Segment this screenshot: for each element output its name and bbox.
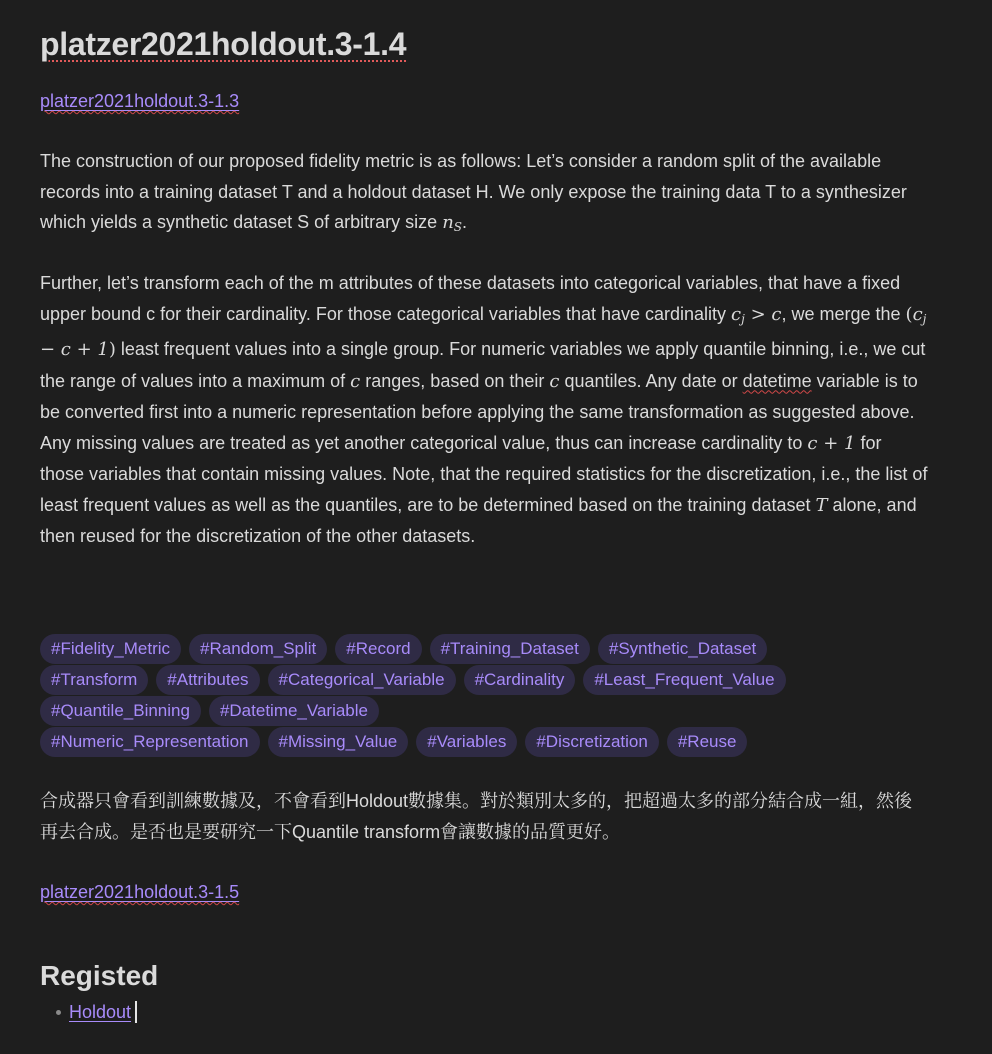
tag[interactable]: #Record xyxy=(335,634,421,664)
tag[interactable]: #Categorical_Variable xyxy=(268,665,456,695)
math-cj-gt-c: $c_j > c$ xyxy=(731,303,782,326)
tag[interactable]: #Missing_Value xyxy=(268,727,409,757)
misspelled-word[interactable]: datetime xyxy=(742,370,812,391)
bullet-dot-icon xyxy=(56,1010,61,1015)
tag[interactable]: #Random_Split xyxy=(189,634,327,664)
math-n-s: $n_S$ xyxy=(442,212,463,234)
tag[interactable]: #Reuse xyxy=(667,727,748,757)
tag[interactable]: #Synthetic_Dataset xyxy=(598,634,767,664)
tag[interactable]: #Quantile_Binning xyxy=(40,696,201,726)
tag[interactable]: #Attributes xyxy=(156,665,259,695)
tag[interactable]: #Numeric_Representation xyxy=(40,727,260,757)
tag[interactable]: #Least_Frequent_Value xyxy=(583,665,785,695)
next-note-link-text: platzer2021holdout.3-1.5 xyxy=(40,882,240,902)
bullet-list xyxy=(56,1000,137,1024)
tag-row xyxy=(40,727,940,757)
paragraph-transform: Further, let’s transform each of the m attributes of these datasets into categorical variables, that have a fixed upper bound c for their cardinality. For those categorical variables that have cardinality $c_j > c$, we merge the $(c_j - c + 1)$ least frequent values into a single group. For numeric variables we apply quantile binning, i.e., we cut the range of values into a maximum of c ranges, based on their c quantiles. Any date or datetime variable is to be converted first into a numeric representation before applying the same transformation as suggested above. Any missing values are treated as yet another categorical value, thus can increase cardinality to c + 1 for those variables that contain missing values. Note, that the required statistics for the discretization, i.e., the list of least frequent values as well as the quantiles, are to be determined based on the training dataset T alone, and then reused for the discretization of the other datasets. xyxy=(40,273,928,546)
math-t: T xyxy=(815,494,828,516)
tag[interactable]: #Training_Dataset xyxy=(430,634,590,664)
tag[interactable]: #Transform xyxy=(40,665,148,695)
tag[interactable]: #Discretization xyxy=(525,727,659,757)
math-c: c xyxy=(549,370,560,392)
tag[interactable]: #Variables xyxy=(416,727,517,757)
text-cursor xyxy=(135,1001,137,1023)
tag[interactable]: #Fidelity_Metric xyxy=(40,634,181,664)
tag[interactable]: #Datetime_Variable xyxy=(209,696,379,726)
math-c: c xyxy=(350,370,361,392)
section-heading: Registed xyxy=(40,960,159,991)
prev-note-link-text: platzer2021holdout.3-1.3 xyxy=(40,91,240,111)
note-title: platzer2021holdout.3-1.4 xyxy=(40,26,407,62)
paragraph-chinese-comment: 合成器只會看到訓練數據及，不會看到Holdout數據集。對於類別太多的，把超過太多的部分結合成一組，然後再去合成。是否也是要研究一下Quantile transform會讓數據的品質更好。 xyxy=(40,791,913,842)
math-c-plus-1: c + 1 xyxy=(807,432,856,454)
tag[interactable]: #Cardinality xyxy=(464,665,576,695)
tag-row xyxy=(40,634,940,664)
holdout-link[interactable]: Holdout xyxy=(69,1002,132,1022)
list-item xyxy=(56,1000,137,1024)
prev-note-link[interactable] xyxy=(40,89,239,113)
tag-list xyxy=(40,634,940,758)
tag-row xyxy=(40,696,940,726)
next-note-link[interactable] xyxy=(40,880,239,904)
tag-row xyxy=(40,665,940,695)
math-cj-minus-c-plus-1: $(c_j - c + 1)$ xyxy=(40,303,927,360)
paragraph-construction: The construction of our proposed fidelity metric is as follows: Let’s consider a random split of the available records into a training dataset T and a holdout dataset H. We only expose the training data T to a synthesizer which yields a synthetic dataset S of arbitrary size $n_S$. xyxy=(40,151,907,234)
